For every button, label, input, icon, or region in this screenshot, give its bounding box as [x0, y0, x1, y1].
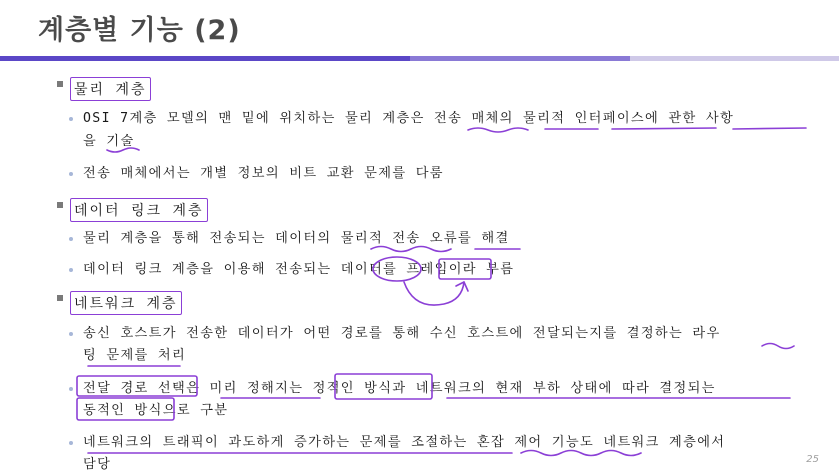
bullet-item [83, 229, 510, 249]
section-heading [70, 198, 208, 222]
round-bullet-icon [69, 237, 73, 241]
heading-highlight-box [70, 198, 208, 222]
bullet-text: 데이터 링크 계층을 이용해 전송되는 데이터를 프레임이라 부름 [83, 262, 515, 277]
round-bullet-icon [69, 332, 73, 336]
bullet-text: 전송 매체에서는 개별 정보의 비트 교환 문제를 다룸 [83, 166, 444, 181]
bullet-continuation [83, 132, 135, 152]
bullet-continuation [83, 401, 228, 421]
square-bullet-icon [57, 295, 63, 301]
heading-text: 물리 계층 [74, 82, 147, 98]
square-bullet-icon [57, 202, 63, 208]
round-bullet-icon [69, 172, 73, 176]
bullet-item [83, 379, 716, 399]
heading-highlight-box [70, 291, 182, 315]
round-bullet-icon [69, 117, 73, 121]
bullet-text: 동적인 방식으로 구분 [83, 403, 229, 418]
round-bullet-icon [69, 268, 73, 272]
bullet-text: 전달 경로 선택은 미리 정해지는 정적인 방식과 네트워크의 현재 부하 상태에 따라 결정되는 [83, 381, 716, 396]
bullet-text: 팅 문제를 처리 [83, 348, 187, 363]
heading-text: 네트워크 계층 [74, 296, 178, 312]
bullet-item [83, 164, 444, 184]
bullet-text: OSI 7계층 모델의 맨 밑에 위치하는 물리 계층은 전송 매체의 물리적 인터페이스에 관한 사항 [83, 111, 735, 126]
bullet-text: 송신 호스트가 전송한 데이터가 어떤 경로를 통해 수신 호스트에 전달되는지를 결정하는 라우 [83, 326, 721, 341]
heading-highlight-box [70, 77, 151, 101]
bullet-item [83, 109, 734, 129]
bullet-continuation [83, 346, 186, 366]
page-title: 계층별 기능 (2) [38, 15, 241, 46]
bullet-text: 물리 계층을 통해 전송되는 데이터의 물리적 전송 오류를 해결 [83, 231, 510, 246]
bullet-item [83, 324, 721, 344]
bullet-text: 을 기술 [83, 134, 135, 149]
section-heading [70, 77, 151, 101]
page-number: 25 [806, 454, 819, 465]
heading-text: 데이터 링크 계층 [74, 203, 204, 219]
square-bullet-icon [57, 81, 63, 87]
section-heading [70, 291, 182, 315]
round-bullet-icon [69, 387, 73, 391]
bullet-item [83, 260, 514, 280]
round-bullet-icon [69, 441, 73, 445]
bullet-continuation [83, 455, 111, 475]
bullet-item [83, 433, 725, 453]
bullet-text: 담당 [83, 457, 112, 472]
bullet-text: 네트워크의 트래픽이 과도하게 증가하는 문제를 조절하는 혼잡 제어 기능도 네트워크 계층에서 [83, 435, 726, 450]
